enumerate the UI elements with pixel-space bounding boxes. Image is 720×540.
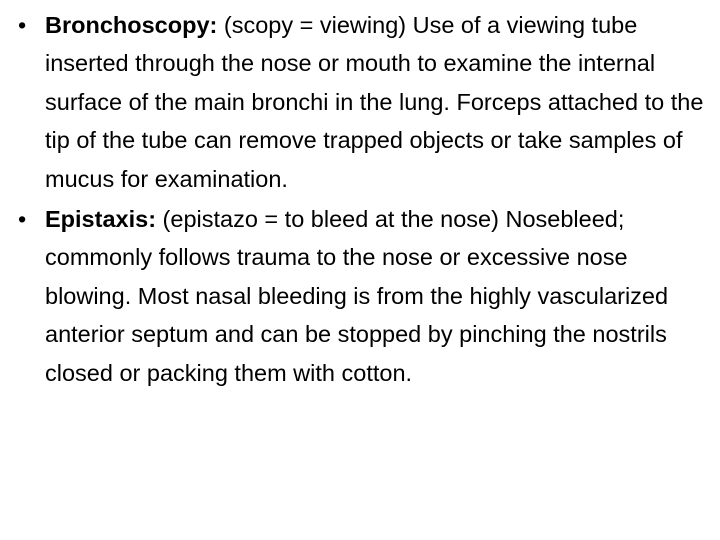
bullet-item-epistaxis [18, 200, 708, 392]
term-bronchoscopy: Bronchoscopy: [45, 12, 224, 38]
definition-epistaxis: (epistazo = to bleed at the nose) Nosebleed; commonly follows trauma to the nose or excessive nose blowing. Most nasal bleeding is from the highly vascularized anterior septum and can be stopped by pinching the nostrils closed or packing them with cotton. [45, 206, 669, 386]
bullet-list [18, 6, 708, 394]
definition-bronchoscopy: (scopy = viewing) Use of a viewing tube inserted through the nose or mouth to examine the internal surface of the main bronchi in the lung. Forceps attached to the tip of the tube can remove trapped objects or take samples of mucus for examination. [45, 12, 704, 192]
bullet-glyph: • [18, 12, 27, 38]
bullet-glyph: • [18, 206, 27, 233]
bullet-item-bronchoscopy [18, 6, 708, 198]
term-epistaxis: Epistaxis: [45, 206, 163, 233]
